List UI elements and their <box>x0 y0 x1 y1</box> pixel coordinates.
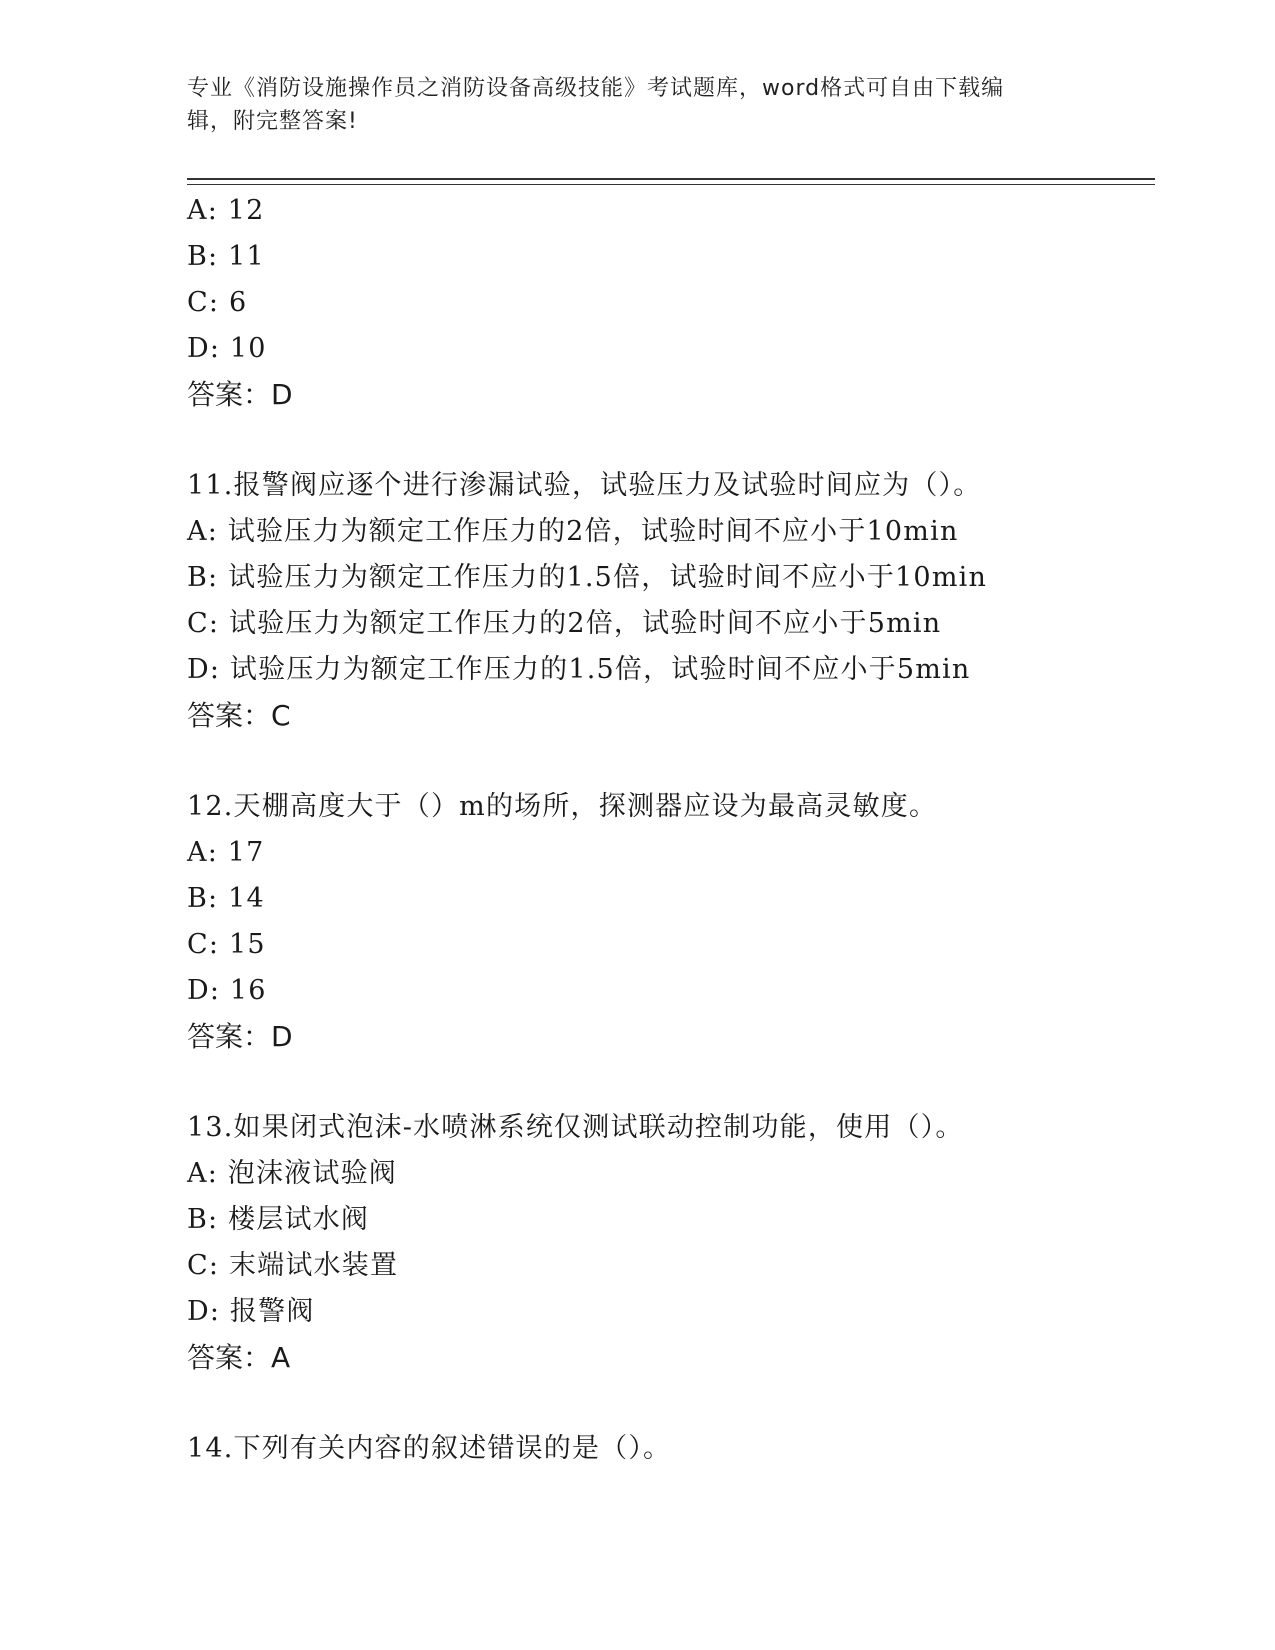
question-10 <box>187 188 1187 418</box>
header-line-1: 专业《消防设施操作员之消防设备高级技能》考试题库，word格式可自由下载编 <box>187 76 1005 101</box>
option-a: A: 17 <box>187 837 265 868</box>
option-b: B: 楼层试水阀 <box>187 1204 370 1235</box>
header-rule-thick <box>187 178 1155 180</box>
option-b: B: 11 <box>187 241 265 272</box>
header-rule-thin <box>187 184 1155 185</box>
option-c: C: 试验压力为额定工作压力的2倍，试验时间不应小于5min <box>187 608 942 639</box>
header-line-2: 辑，附完整答案! <box>187 109 358 134</box>
option-d: D: 试验压力为额定工作压力的1.5倍，试验时间不应小于5min <box>187 654 971 685</box>
option-d: D: 报警阀 <box>187 1296 315 1327</box>
answer: 答案：D <box>187 378 293 411</box>
answer: 答案：C <box>187 699 291 732</box>
option-a: A: 泡沫液试验阀 <box>187 1158 397 1189</box>
question-list <box>187 188 1187 1472</box>
question-12 <box>187 784 1187 1060</box>
option-c: C: 6 <box>187 287 248 318</box>
question-text: 12.天棚高度大于（）m的场所，探测器应设为最高灵敏度。 <box>187 791 938 822</box>
question-11 <box>187 463 1187 739</box>
option-c: C: 15 <box>187 929 266 960</box>
option-b: B: 试验压力为额定工作压力的1.5倍，试验时间不应小于10min <box>187 562 988 593</box>
answer: 答案：D <box>187 1020 293 1053</box>
question-text: 11.报警阀应逐个进行渗漏试验，试验压力及试验时间应为（）。 <box>187 470 982 501</box>
option-b: B: 14 <box>187 883 265 914</box>
question-13 <box>187 1105 1187 1381</box>
option-d: D: 16 <box>187 975 267 1006</box>
option-a: A: 试验压力为额定工作压力的2倍，试验时间不应小于10min <box>187 516 959 547</box>
answer: 答案：A <box>187 1341 291 1374</box>
question-text: 14.下列有关内容的叙述错误的是（）。 <box>187 1433 672 1464</box>
question-text: 13.如果闭式泡沫-水喷淋系统仅测试联动控制功能，使用（）。 <box>187 1112 964 1143</box>
question-14 <box>187 1426 1187 1472</box>
document-header <box>187 72 1067 138</box>
option-d: D: 10 <box>187 333 267 364</box>
option-c: C: 末端试水装置 <box>187 1250 399 1281</box>
option-a: A: 12 <box>187 195 265 226</box>
